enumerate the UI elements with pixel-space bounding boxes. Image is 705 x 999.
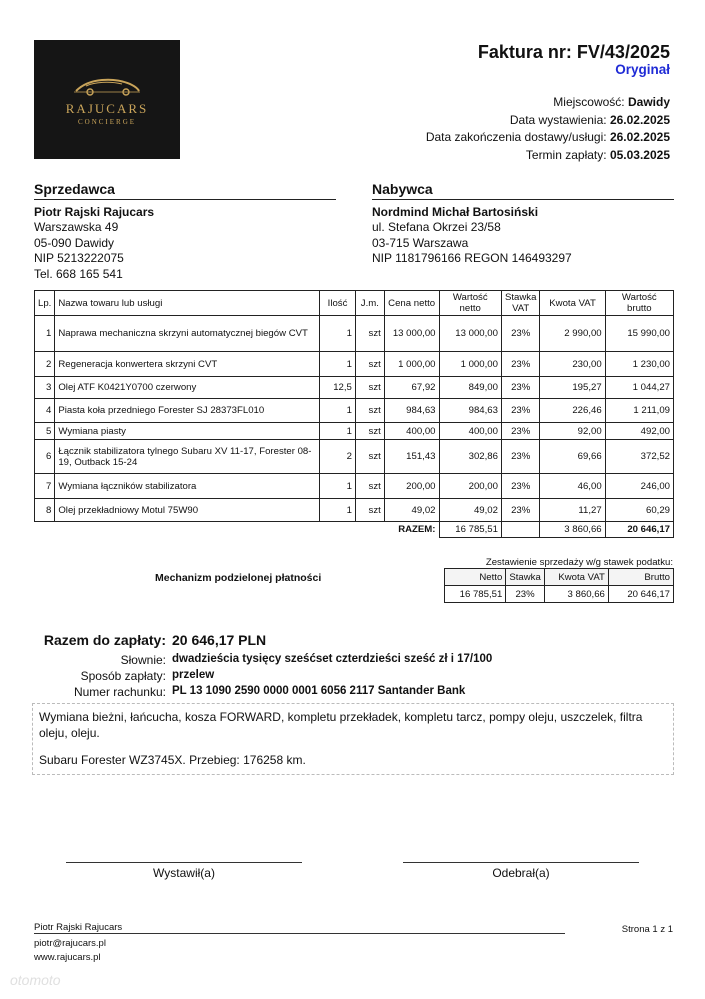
cell-name: Naprawa mechaniczna skrzyni automatycznej biegów CVT: [55, 316, 320, 352]
cell-price: 13 000,00: [384, 316, 439, 352]
col-name: Nazwa towaru lub usługi: [55, 291, 320, 316]
car-logo-icon: [72, 73, 142, 99]
total-due-label: Razem do zapłaty:: [43, 632, 166, 648]
table-row: [35, 399, 674, 423]
cell-gross: 246,00: [605, 474, 673, 499]
cell-name: Wymiana łączników stabilizatora: [55, 474, 320, 499]
meta-delivery-date: [426, 129, 670, 147]
vat-cell-vat: 3 860,66: [544, 586, 608, 603]
cell-name: Piasta koła przedniego Forester SJ 28373FL010: [55, 399, 320, 423]
seller-block: [34, 182, 336, 282]
cell-unit: szt: [355, 377, 384, 399]
cell-vat: 92,00: [540, 423, 605, 440]
meta-place-label: Miejscowość:: [553, 95, 625, 109]
cell-gross: 60,29: [605, 499, 673, 522]
seller-heading: Sprzedawca: [34, 182, 336, 200]
table-header-row: [35, 291, 674, 316]
issuer-signature-label: Wystawił(a): [153, 866, 215, 880]
meta-delivery-date-value: 26.02.2025: [609, 130, 670, 144]
footer-page-number: Strona 1 z 1: [621, 924, 673, 935]
cell-price: 200,00: [384, 474, 439, 499]
table-row: [35, 499, 674, 522]
cell-rate: 23%: [501, 440, 539, 474]
cell-gross: 372,52: [605, 440, 673, 474]
footer-website: www.rajucars.pl: [34, 952, 101, 963]
total-due-value: 20 646,17 PLN: [172, 632, 267, 648]
cell-price: 984,63: [384, 399, 439, 423]
meta-place: [426, 94, 670, 112]
cell-vat: 11,27: [540, 499, 605, 522]
notes-line-1: Wymiana bieżni, łańcucha, kosza FORWARD, kompletu przekładek, kompletu tarcz, pompy oleju, uszczelek, filtra oleju, oleju.: [39, 710, 643, 740]
col-qty: Ilość: [320, 291, 356, 316]
vat-summary-row: [445, 586, 674, 603]
buyer-name: Nordmind Michał Bartosiński: [372, 204, 539, 219]
watermark: otomoto: [10, 972, 61, 988]
cell-unit: szt: [355, 352, 384, 377]
receiver-signature-label: Odebrał(a): [492, 866, 550, 880]
cell-rate: 23%: [501, 423, 539, 440]
cell-name: Regeneracja konwertera skrzyni CVT: [55, 352, 320, 377]
invoice-meta: [426, 94, 670, 164]
col-gross: Wartość brutto: [605, 291, 673, 316]
seller-name: Piotr Rajski Rajucars: [34, 204, 155, 219]
cell-price: 151,43: [384, 440, 439, 474]
cell-qty: 12,5: [320, 377, 356, 399]
table-row: [35, 423, 674, 440]
cell-lp: 7: [35, 474, 55, 499]
vat-summary-table: [444, 568, 674, 603]
table-row: [35, 352, 674, 377]
cell-lp: 8: [35, 499, 55, 522]
vat-col-rate: Stawka: [506, 569, 544, 586]
buyer-nip: NIP 1181796166 REGON 146493297: [372, 251, 572, 265]
cell-lp: 4: [35, 399, 55, 423]
cell-net: 984,63: [439, 399, 501, 423]
vat-cell-gross: 20 646,17: [608, 586, 673, 603]
cell-net: 49,02: [439, 499, 501, 522]
cell-net: 302,86: [439, 440, 501, 474]
cell-rate: 23%: [501, 316, 539, 352]
cell-lp: 6: [35, 440, 55, 474]
cell-net: 13 000,00: [439, 316, 501, 352]
cell-qty: 2: [320, 440, 356, 474]
payment-method-label: Sposób zapłaty:: [80, 669, 166, 683]
account-number-label: Numer rachunku:: [73, 685, 166, 699]
col-net: Wartość netto: [439, 291, 501, 316]
cell-vat: 226,46: [540, 399, 605, 423]
cell-net: 400,00: [439, 423, 501, 440]
cell-vat: 69,66: [540, 440, 605, 474]
cell-gross: 15 990,00: [605, 316, 673, 352]
cell-qty: 1: [320, 316, 356, 352]
meta-issue-date-value: 26.02.2025: [609, 112, 670, 127]
cell-name: Olej ATF K0421Y0700 czerwony: [55, 377, 320, 399]
vat-col-vat: Kwota VAT: [544, 569, 608, 586]
sum-gross: 20 646,17: [605, 522, 673, 538]
cell-qty: 1: [320, 474, 356, 499]
vat-cell-net: 16 785,51: [445, 586, 506, 603]
cell-rate: 23%: [501, 474, 539, 499]
cell-qty: 1: [320, 399, 356, 423]
footer-email: piotr@rajucars.pl: [34, 938, 106, 949]
cell-unit: szt: [355, 499, 384, 522]
sum-net: 16 785,51: [439, 522, 501, 538]
sum-rate-empty: [501, 522, 539, 538]
seller-street: Warszawska 49: [34, 220, 119, 234]
cell-name: Łącznik stabilizatora tylnego Subaru XV 11-17, Forester 08-19, Outback 15-24: [55, 440, 320, 474]
seller-tel: Tel. 668 165 541: [34, 266, 123, 281]
notes-box: [32, 703, 674, 775]
cell-gross: 1 230,00: [605, 352, 673, 377]
cell-rate: 23%: [501, 399, 539, 423]
cell-price: 67,92: [384, 377, 439, 399]
seller-city: 05-090 Dawidy: [34, 235, 115, 250]
split-payment-label: Mechanizm podzielonej płatności: [155, 572, 322, 584]
logo-tagline: CONCIERGE: [77, 118, 137, 126]
meta-due-date-value: 05.03.2025: [609, 147, 670, 162]
table-row: [35, 474, 674, 499]
cell-unit: szt: [355, 474, 384, 499]
amount-words-label: Słownie:: [120, 653, 166, 667]
table-sum-row: [35, 522, 674, 538]
cell-net: 849,00: [439, 377, 501, 399]
cell-name: Olej przekładniowy Motul 75W90: [55, 499, 320, 522]
vat-col-net: Netto: [445, 569, 506, 586]
seller-nip: NIP 5213222075: [34, 251, 124, 265]
meta-issue-date: [426, 112, 670, 130]
cell-unit: szt: [355, 440, 384, 474]
meta-place-value: Dawidy: [627, 95, 670, 109]
cell-net: 200,00: [439, 474, 501, 499]
cell-price: 1 000,00: [384, 352, 439, 377]
footer-divider: [34, 933, 565, 934]
cell-lp: 1: [35, 316, 55, 352]
buyer-city: 03-715 Warszawa: [372, 235, 469, 250]
cell-unit: szt: [355, 399, 384, 423]
cell-rate: 23%: [501, 499, 539, 522]
amount-words-value: dwadzieścia tysięcy sześćset czterdzieści sześć zł i 17/100: [172, 653, 493, 665]
cell-gross: 492,00: [605, 423, 673, 440]
notes-line-2: Subaru Forester WZ3745X. Przebieg: 176258 km.: [39, 753, 306, 767]
col-rate: Stawka VAT: [501, 291, 539, 316]
sum-spacer: [35, 522, 385, 538]
vat-summary-caption: Zestawienie sprzedaży w/g stawek podatku:: [485, 557, 673, 568]
cell-vat: 230,00: [540, 352, 605, 377]
cell-price: 400,00: [384, 423, 439, 440]
cell-unit: szt: [355, 423, 384, 440]
buyer-street: ul. Stefana Okrzei 23/58: [372, 220, 501, 234]
cell-unit: szt: [355, 316, 384, 352]
receiver-signature-line: [403, 862, 639, 863]
cell-gross: 1 211,09: [605, 399, 673, 423]
issuer-signature-line: [66, 862, 302, 863]
vat-col-gross: Brutto: [608, 569, 673, 586]
col-unit: J.m.: [355, 291, 384, 316]
vat-summary-header: [445, 569, 674, 586]
table-row: [35, 316, 674, 352]
cell-lp: 3: [35, 377, 55, 399]
invoice-title: Faktura nr: FV/43/2025: [477, 42, 670, 62]
cell-qty: 1: [320, 499, 356, 522]
meta-due-date-label: Termin zapłaty:: [525, 147, 607, 162]
cell-gross: 1 044,27: [605, 377, 673, 399]
logo-brand: RAJUCARS: [65, 101, 149, 116]
col-vat: Kwota VAT: [540, 291, 605, 316]
cell-vat: 2 990,00: [540, 316, 605, 352]
cell-qty: 1: [320, 352, 356, 377]
cell-qty: 1: [320, 423, 356, 440]
col-price: Cena netto: [384, 291, 439, 316]
cell-vat: 195,27: [540, 377, 605, 399]
cell-rate: 23%: [501, 377, 539, 399]
cell-price: 49,02: [384, 499, 439, 522]
meta-delivery-date-label: Data zakończenia dostawy/usługi:: [425, 130, 607, 144]
company-logo: [34, 40, 180, 159]
table-row: [35, 440, 674, 474]
sum-vat: 3 860,66: [540, 522, 605, 538]
cell-vat: 46,00: [540, 474, 605, 499]
cell-lp: 5: [35, 423, 55, 440]
cell-lp: 2: [35, 352, 55, 377]
items-table: [34, 290, 674, 538]
original-label: Oryginał: [615, 62, 670, 77]
cell-name: Wymiana piasty: [55, 423, 320, 440]
account-number-value: PL 13 1090 2590 0000 0001 6056 2117 Santander Bank: [172, 685, 466, 697]
meta-due-date: [426, 147, 670, 165]
footer-company: Piotr Rajski Rajucars: [34, 922, 123, 933]
sum-label: RAZEM:: [398, 524, 436, 536]
buyer-block: [372, 182, 674, 267]
cell-rate: 23%: [501, 352, 539, 377]
table-row: [35, 377, 674, 399]
vat-cell-rate: 23%: [506, 586, 544, 603]
col-lp: Lp.: [35, 291, 55, 316]
meta-issue-date-label: Data wystawienia:: [509, 112, 607, 127]
buyer-heading: Nabywca: [372, 182, 674, 200]
payment-method-value: przelew: [172, 669, 215, 681]
cell-net: 1 000,00: [439, 352, 501, 377]
